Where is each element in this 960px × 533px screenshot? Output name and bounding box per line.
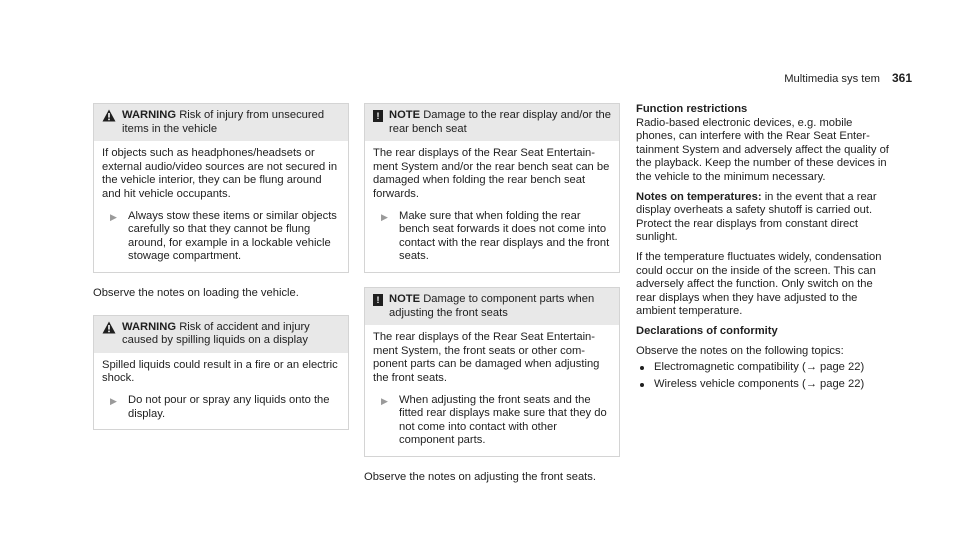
note-title-text: Damage to the rear display and/or the rear bench seat <box>389 109 611 135</box>
paragraph: If the temperature fluctuates widely, condensation could occur on the inside of the screen. This can adversely affect the function. Only switch on the rear displays when they have adjusted to the ambient temperature. <box>636 250 882 318</box>
warning-header <box>94 316 348 353</box>
column-1 <box>93 103 349 430</box>
temperature-text: in the event that a rear display overheats a safety shutoff is carried out. Protect the rear displays from constant direct sunlight. <box>636 190 877 244</box>
step-text: When adjusting the front seats and the fitted rear displays make sure that they do not come into contact with other component parts. <box>399 393 607 447</box>
observe-text: Observe the notes on adjusting the front seats. <box>364 470 596 483</box>
warning-box-2 <box>93 315 349 431</box>
note-header <box>365 288 619 325</box>
warning-title-text: Risk of accident and injury caused by spilling liquids on a display <box>122 320 310 347</box>
link-text[interactable]: Wireless vehicle components (→ page 22) <box>654 377 865 390</box>
note-text: The rear displays of the Rear Seat Entertainment System and/or the rear bench seat can be damaged when folding the rear bench seat forwards. <box>373 147 610 200</box>
paragraph: Observe the notes on the following topics: <box>636 344 844 357</box>
warning-header <box>94 104 348 141</box>
note-box-2 <box>364 287 620 457</box>
page-number: 361 <box>891 71 912 85</box>
note-keyword: NOTE <box>389 109 421 121</box>
note-exclamation-icon: ! <box>373 110 383 122</box>
note-header <box>365 104 619 141</box>
column-2 <box>364 103 620 498</box>
note-title-text: Damage to component parts when adjusting the front seats <box>389 292 595 319</box>
step-arrow-icon: ▶ <box>110 395 117 406</box>
note-keyword: NOTE <box>389 292 421 305</box>
note-box-1 <box>364 103 620 273</box>
step-text: Make sure that when folding the rear bench seat forwards it does not come into contact with the rear displays and the front seats. <box>399 209 610 263</box>
note-title <box>389 293 611 320</box>
page-header <box>784 72 912 87</box>
warning-title <box>122 109 340 136</box>
section-heading: Declarations of conformity <box>636 324 778 337</box>
link-text[interactable]: Electromagnetic compatibility (→ page 22) <box>654 361 865 374</box>
warning-title-text: Risk of injury from unsecured items in the vehicle <box>122 109 325 135</box>
list-item <box>636 378 894 392</box>
temperature-label: Notes on temperatures: <box>636 190 762 203</box>
instruction-step <box>373 210 611 264</box>
note-text: The rear displays of the Rear Seat Entertainment System, the front seats or other component parts can be damaged when adjusting the front seats. <box>373 331 600 384</box>
bullet-icon <box>640 366 644 370</box>
warning-triangle-icon <box>102 321 116 334</box>
note-title <box>389 109 611 136</box>
list-item <box>636 361 894 375</box>
warning-triangle-icon <box>102 109 116 122</box>
instruction-step <box>102 394 340 421</box>
warning-body <box>94 353 348 429</box>
observe-text: Observe the notes on loading the vehicle. <box>93 286 299 299</box>
warning-text: If objects such as headphones/headsets or external audio/video sources are not secured in the vehicle interior, they can be flung around and hit vehicle occupants. <box>102 147 338 200</box>
section-heading: Function restrictions <box>636 103 748 115</box>
warning-box-1 <box>93 103 349 273</box>
step-arrow-icon: ▶ <box>381 211 388 222</box>
step-text: Always stow these items or similar objects carefully so that they cannot be flung around, for example in a lockable vehicle stowage compartment. <box>128 209 337 263</box>
warning-title <box>122 321 340 348</box>
warning-keyword: WARNING <box>122 109 177 121</box>
paragraph: Radio-based electronic devices, e.g. mobile phones, can interfere with the Rear Seat Entertainment System and adversely affect the quality of the playback. Keep the number of these devices in the vehicle to the minimum necessary. <box>636 116 889 183</box>
instruction-step <box>373 394 611 448</box>
topic-list <box>636 361 894 391</box>
step-arrow-icon: ▶ <box>110 211 117 222</box>
instruction-step <box>102 210 340 264</box>
warning-body <box>94 141 348 272</box>
bullet-icon <box>640 383 644 387</box>
warning-text: Spilled liquids could result in a fire or an electric shock. <box>102 358 338 385</box>
note-body <box>365 141 619 272</box>
section-title: Multimedia sys tem <box>784 73 880 85</box>
step-arrow-icon: ▶ <box>381 395 388 406</box>
step-text: Do not pour or spray any liquids onto the display. <box>128 393 330 420</box>
temperature-note <box>636 191 894 245</box>
warning-keyword: WARNING <box>122 320 177 333</box>
column-3 <box>636 103 894 394</box>
note-body <box>365 325 619 456</box>
note-exclamation-icon: ! <box>373 294 383 306</box>
